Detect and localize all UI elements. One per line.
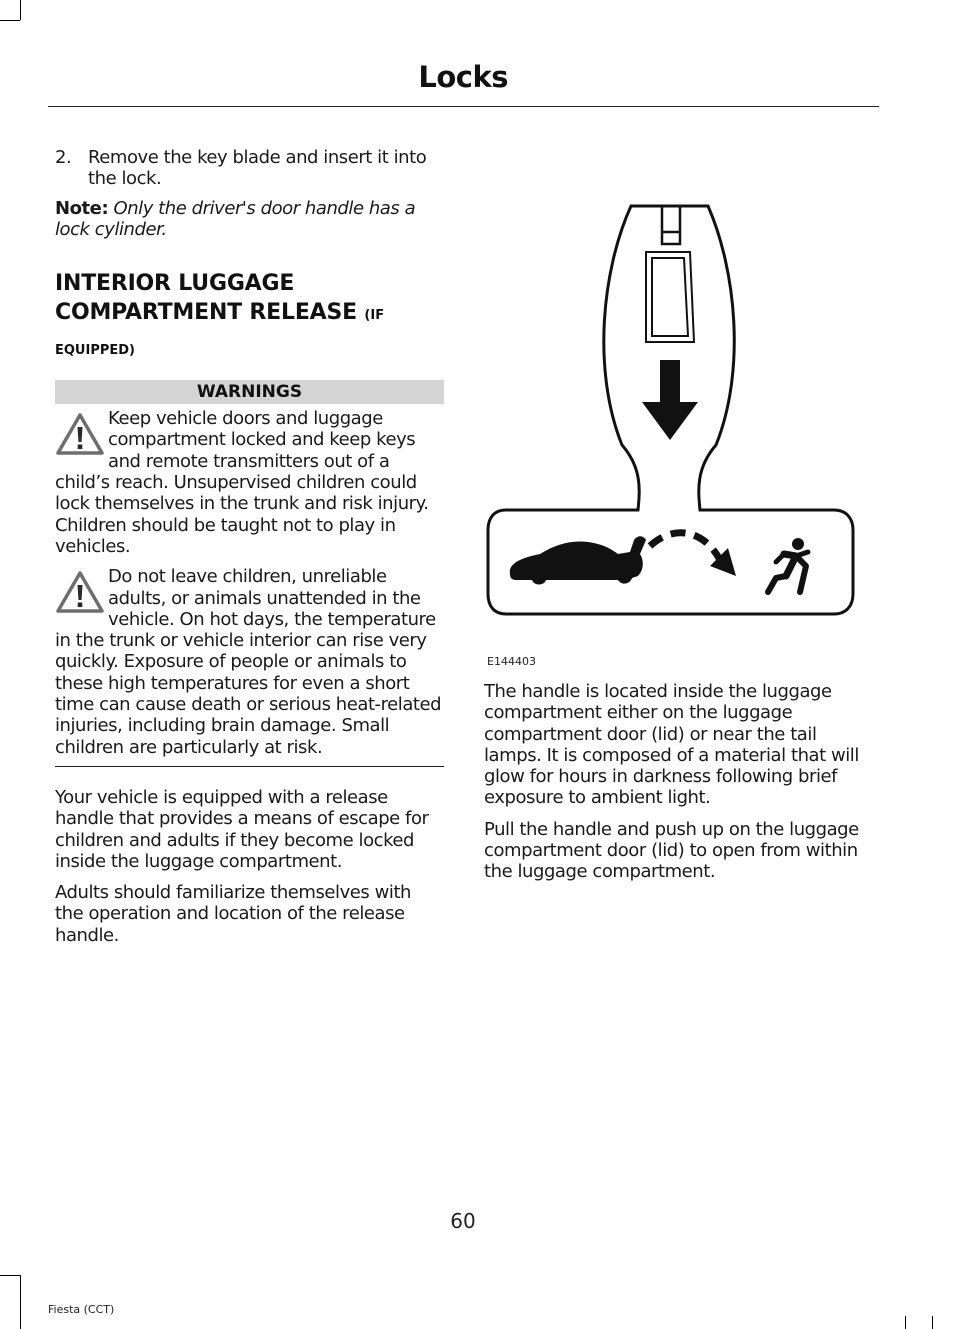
section-heading-suffix: (IF — [364, 308, 385, 324]
warning-triangle-icon — [55, 570, 105, 616]
right-column — [484, 681, 876, 883]
section-heading-main: INTERIOR LUGGAGE COMPARTMENT RELEASE — [55, 271, 357, 326]
step-text: Remove the key blade and insert it into the lock. — [88, 147, 427, 190]
warnings-header: WARNINGS — [55, 380, 444, 404]
section-heading-suffix2: EQUIPPED) — [55, 343, 135, 359]
step-number: 2. — [55, 147, 72, 168]
warning-2 — [55, 566, 444, 758]
warning-2-text: Do not leave children, unreliable adults, or animals unattended in the vehicle. On hot days, the temperature in the trunk or vehicle interior can rise very quickly. Exposure of people or animals to these high temperatures for even a short time can cause death or serious heat-related injuries, including brain damage. Small children are particularly at risk. — [55, 566, 442, 758]
left-column — [55, 147, 444, 946]
header-divider — [48, 106, 879, 107]
paragraph: The handle is located inside the luggage compartment either on the luggage compartment door (lid) or near the tail lamps. It is composed of a material that will glow for hours in darkness following brief exposure to ambient light. — [484, 681, 859, 809]
page-title: Locks — [418, 60, 508, 94]
paragraph: Your vehicle is equipped with a release handle that provides a means of escape for children and adults if they become locked inside the luggage compartment. — [55, 786, 429, 872]
figure-code: E144403 — [487, 655, 536, 668]
warnings-divider — [55, 766, 444, 767]
note-label: Note: — [55, 197, 109, 219]
crop-mark — [932, 1316, 933, 1329]
note-text: Only the driver's door handle has a lock cylinder. — [55, 197, 416, 240]
crop-mark — [0, 20, 20, 21]
paragraph: Pull the handle and push up on the luggage compartment door (lid) to open from within the luggage compartment. — [484, 818, 859, 883]
page-number: 60 — [450, 1209, 476, 1233]
crop-mark — [20, 1275, 21, 1329]
paragraph: Adults should familiarize themselves with the operation and location of the release handle. — [55, 882, 412, 946]
warning-1 — [55, 408, 444, 557]
step-2 — [55, 147, 444, 190]
warning-triangle-icon — [55, 412, 105, 458]
footer-model: Fiesta (CCT) — [48, 1303, 115, 1316]
crop-mark — [0, 1275, 20, 1276]
crop-mark — [20, 0, 21, 20]
crop-mark — [905, 1316, 906, 1329]
warning-1-text: Keep vehicle doors and luggage compartment locked and keep keys and remote transmitters out of a child’s reach. Unsupervised children could lock themselves in the trunk and risk injury. Children should be taught not to play in vehicles. — [55, 408, 429, 557]
release-handle-illustration — [484, 200, 860, 620]
section-heading — [55, 269, 444, 330]
note — [55, 198, 444, 241]
